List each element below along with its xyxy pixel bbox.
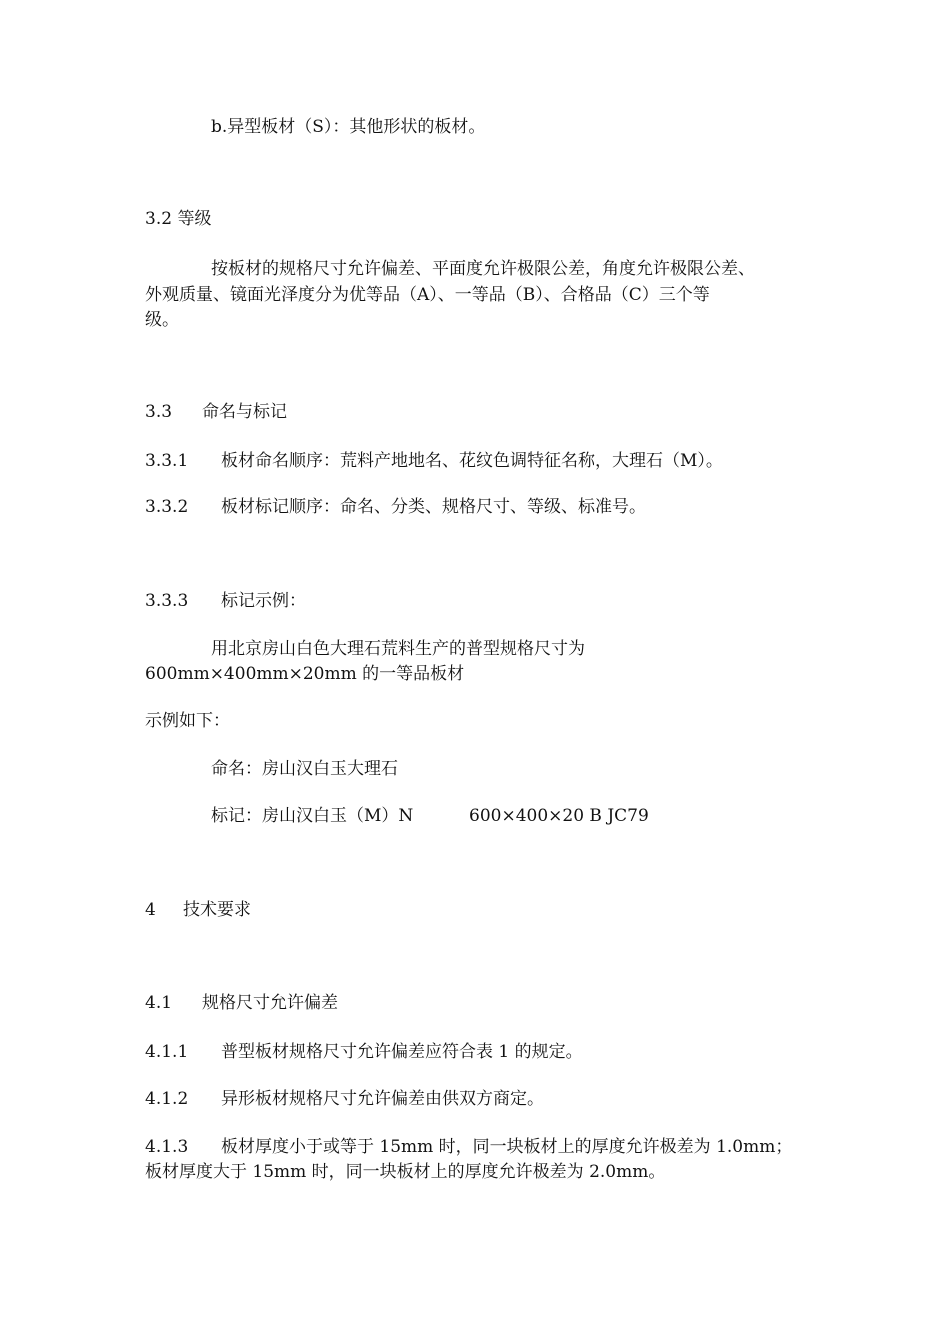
clause-text: 标记示例：	[221, 591, 306, 611]
clause-number: 3.3.1	[145, 451, 189, 471]
clause-4-1-3	[145, 1135, 792, 1159]
section-number: 4.1	[145, 993, 173, 1013]
section-number: 3.3	[145, 402, 173, 422]
section-heading-3-2-text: 3.2 等级	[145, 209, 212, 229]
clause-number: 4.1.2	[145, 1089, 189, 1109]
clause-number: 3.3.3	[145, 591, 189, 611]
example-paragraph-line-2-text: 600mm×400mm×20mm 的一等品板材	[145, 664, 465, 684]
grade-paragraph-line-1	[211, 257, 755, 281]
grade-paragraph-line-3-text: 级。	[145, 310, 179, 330]
grade-paragraph-line-2-text: 外观质量、镜面光泽度分为优等品（A）、一等品（B）、合格品（C）三个等	[145, 285, 710, 305]
example-intro-text: 示例如下：	[145, 711, 230, 731]
section-heading-3-2	[145, 207, 211, 231]
clause-number: 4.1.3	[145, 1137, 189, 1157]
clause-text: 板材标记顺序：命名、分类、规格尺寸、等级、标准号。	[221, 497, 646, 517]
example-paragraph-line-2	[145, 662, 464, 686]
section-number: 4	[145, 900, 156, 920]
clause-text: 异形板材规格尺寸允许偏差由供双方商定。	[221, 1089, 544, 1109]
clause-text: 普型板材规格尺寸允许偏差应符合表 1 的规定。	[221, 1042, 583, 1062]
clause-text: 板材厚度小于或等于 15mm 时，同一块板材上的厚度允许极差为 1.0mm；	[221, 1137, 793, 1157]
grade-paragraph-line-1-text: 按板材的规格尺寸允许偏差、平面度允许极限公差，角度允许极限公差、	[211, 259, 755, 279]
clause-4-1-1	[145, 1040, 583, 1064]
grade-paragraph-line-3	[145, 308, 179, 332]
classification-item-b-text: b.异型板材（S）：其他形状的板材。	[211, 117, 486, 137]
example-marking-label: 标记：房山汉白玉（M）N	[211, 806, 414, 826]
clause-4-1-2	[145, 1087, 544, 1111]
section-title: 技术要求	[183, 900, 251, 920]
section-title: 命名与标记	[202, 402, 287, 422]
clause-4-1-3-continued-text: 板材厚度大于 15mm 时，同一块板材上的厚度允许极差为 2.0mm。	[145, 1162, 666, 1182]
example-intro	[145, 709, 230, 733]
clause-text: 板材命名顺序：荒料产地地名、花纹色调特征名称，大理石（M）。	[221, 451, 723, 471]
example-naming-text: 命名：房山汉白玉大理石	[211, 759, 398, 779]
clause-number: 3.3.2	[145, 497, 189, 517]
clause-number: 4.1.1	[145, 1042, 189, 1062]
example-paragraph-line-1	[211, 637, 585, 661]
example-marking-spec: 600×400×20 B JC79	[469, 806, 649, 826]
section-heading-4-1	[145, 991, 338, 1015]
clause-4-1-3-continued	[145, 1160, 665, 1184]
example-paragraph-line-1-text: 用北京房山白色大理石荒料生产的普型规格尺寸为	[211, 639, 585, 659]
example-marking	[211, 804, 649, 828]
classification-item-b	[211, 115, 485, 139]
clause-3-3-2	[145, 495, 646, 519]
section-title: 规格尺寸允许偏差	[202, 993, 338, 1013]
grade-paragraph-line-2	[145, 283, 710, 307]
section-heading-3-3	[145, 400, 287, 424]
example-naming	[211, 757, 398, 781]
clause-3-3-3	[145, 589, 306, 613]
section-heading-4	[145, 898, 251, 922]
clause-3-3-1	[145, 449, 723, 473]
